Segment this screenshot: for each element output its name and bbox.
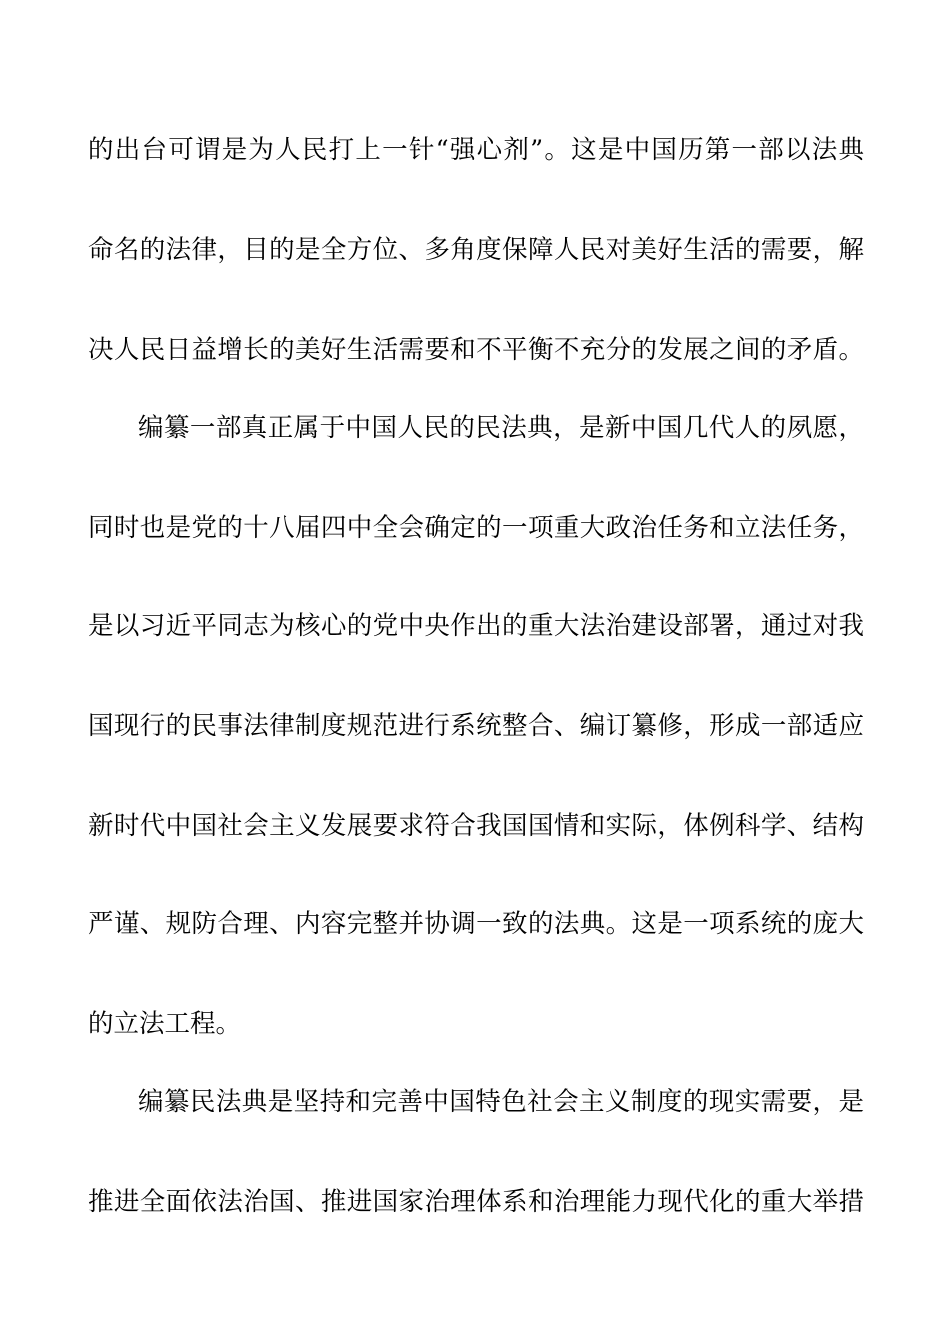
text-line-11: 编纂民法典是坚持和完善中国特色社会主义制度的现实需要，是 (138, 1087, 864, 1117)
text-line-6: 是以习近平同志为核心的党中央作出的重大法治建设部署，通过对我 (88, 611, 864, 641)
text-line-8: 新时代中国社会主义发展要求符合我国国情和实际，体例科学、结构 (88, 811, 864, 841)
text-line-3: 决人民日益增长的美好生活需要和不平衡不充分的发展之间的矛盾。 (88, 335, 864, 365)
text-line-2: 命名的法律，目的是全方位、多角度保障人民对美好生活的需要，解 (88, 235, 864, 265)
text-line-12: 推进全面依法治国、推进国家治理体系和治理能力现代化的重大举措 (88, 1187, 864, 1217)
text-line-4: 编纂一部真正属于中国人民的民法典，是新中国几代人的夙愿， (138, 413, 864, 443)
text-line-9: 严谨、规防合理、内容完整并协调一致的法典。这是一项系统的庞大 (88, 909, 864, 939)
text-line-10: 的立法工程。 (88, 1009, 242, 1039)
text-line-5: 同时也是党的十八届四中全会确定的一项重大政治任务和立法任务， (88, 513, 864, 543)
text-line-1: 的出台可谓是为人民打上一针“强心剂”。这是中国历第一部以法典 (88, 135, 864, 165)
text-line-7: 国现行的民事法律制度规范进行系统整合、编订纂修，形成一部适应 (88, 711, 864, 741)
